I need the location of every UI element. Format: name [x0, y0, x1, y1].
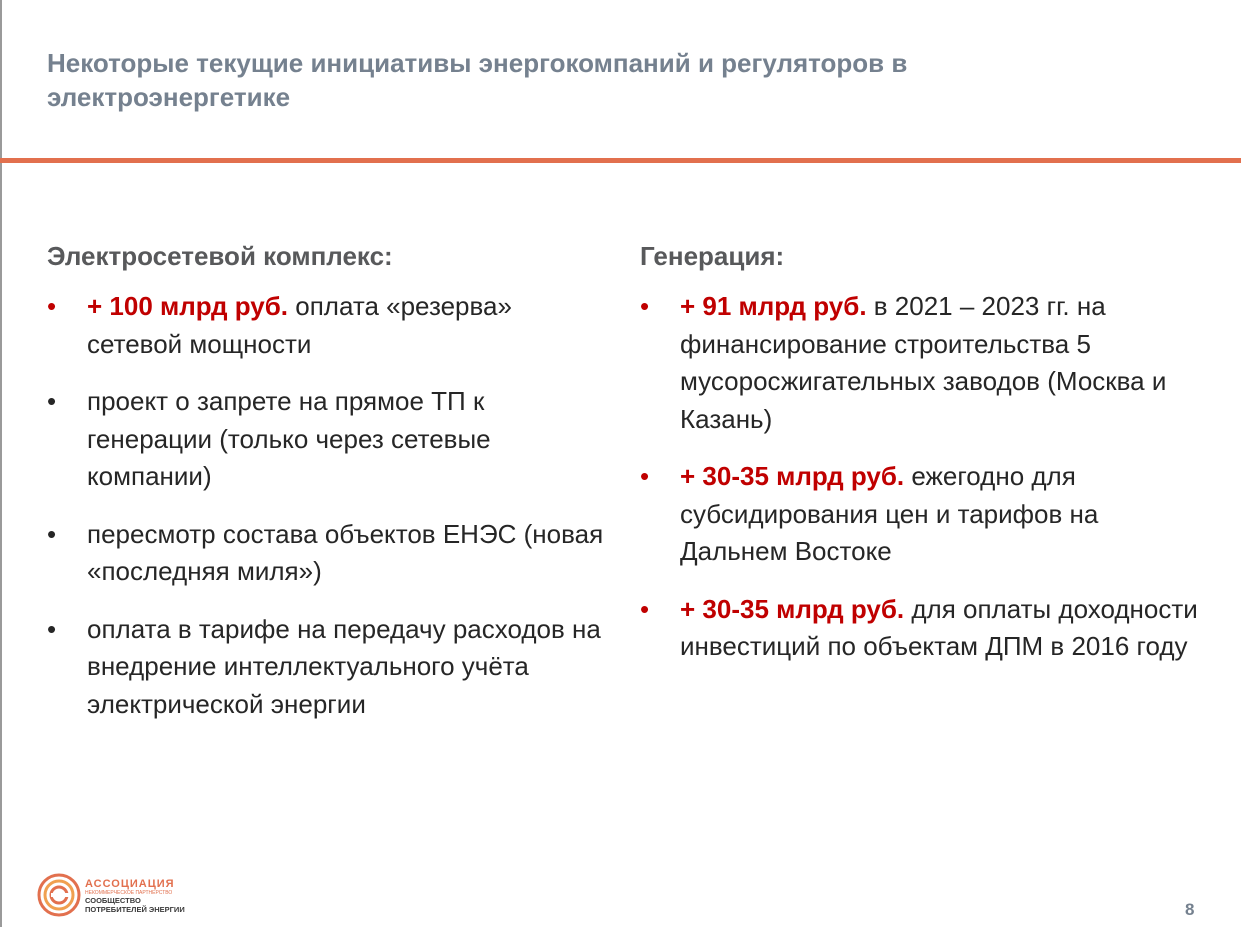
list-item	[47, 516, 612, 591]
highlight-amount: + 30-35 млрд руб.	[680, 593, 905, 624]
page-number: 8	[1185, 900, 1195, 919]
highlight-amount: + 100 млрд руб.	[87, 291, 289, 321]
bullet-dot-icon: •	[640, 291, 650, 321]
list-item-text: проект о запрете на прямое ТП к генерации (только через сетевые компании)	[87, 386, 491, 491]
bullet-dot-icon: •	[47, 291, 57, 321]
logo-name-line2: ПОТРЕБИТЕЛЕЙ ЭНЕРГИИ	[85, 905, 185, 914]
bullet-dot-icon: •	[47, 518, 57, 549]
bullet-dot-icon: •	[640, 593, 650, 624]
highlight-amount: + 30-35 млрд руб.	[680, 461, 905, 491]
left-column-heading: Электросетевой комплекс:	[47, 241, 393, 271]
list-item	[47, 611, 612, 724]
list-item	[640, 591, 1210, 666]
list-item-text: ежегодно для субсидирования цен и тарифов на Дальнем Востоке	[680, 461, 1099, 566]
left-bullet-list	[47, 288, 612, 723]
list-item-text: для оплаты доходности инвестиций по объектам ДПМ в 2016 году	[680, 593, 1198, 661]
slide-left-border	[0, 0, 2, 927]
list-item	[47, 288, 612, 363]
association-logo	[37, 873, 207, 921]
right-bullet-list	[640, 288, 1210, 666]
highlight-amount: + 91 млрд руб.	[680, 291, 867, 321]
left-column	[47, 238, 612, 743]
bullet-dot-icon: •	[640, 461, 650, 491]
list-item	[640, 458, 1210, 571]
logo-subtitle: НЕКОММЕРЧЕСКОЕ ПАРТНЕРСТВО	[85, 890, 173, 896]
right-column	[640, 238, 1210, 686]
list-item	[640, 288, 1210, 438]
logo-name-line1: СООБЩЕСТВО	[85, 896, 141, 905]
logo-text	[85, 878, 185, 914]
bullet-dot-icon: •	[47, 613, 57, 644]
bullet-dot-icon: •	[47, 386, 57, 416]
list-item-text: пересмотр состава объектов ЕНЭС (новая «последняя миля»)	[87, 518, 604, 586]
slide-title: Некоторые текущие инициативы энергокомпаний и регуляторов в электроэнергетике	[47, 48, 908, 112]
list-item-text: оплата «резерва» сетевой мощности	[87, 291, 512, 359]
energy-logo-icon	[37, 873, 81, 917]
list-item-text: в 2021 – 2023 гг. на финансирование строительства 5 мусоросжигательных заводов (Москва и Казань)	[680, 291, 1167, 434]
right-column-heading: Генерация:	[640, 241, 785, 271]
list-item-text: оплата в тарифе на передачу расходов на внедрение интеллектуального учёта электрической энергии	[87, 613, 601, 719]
list-item	[47, 383, 612, 496]
title-divider	[0, 158, 1241, 163]
logo-title: АССОЦИАЦИЯ	[85, 878, 175, 890]
